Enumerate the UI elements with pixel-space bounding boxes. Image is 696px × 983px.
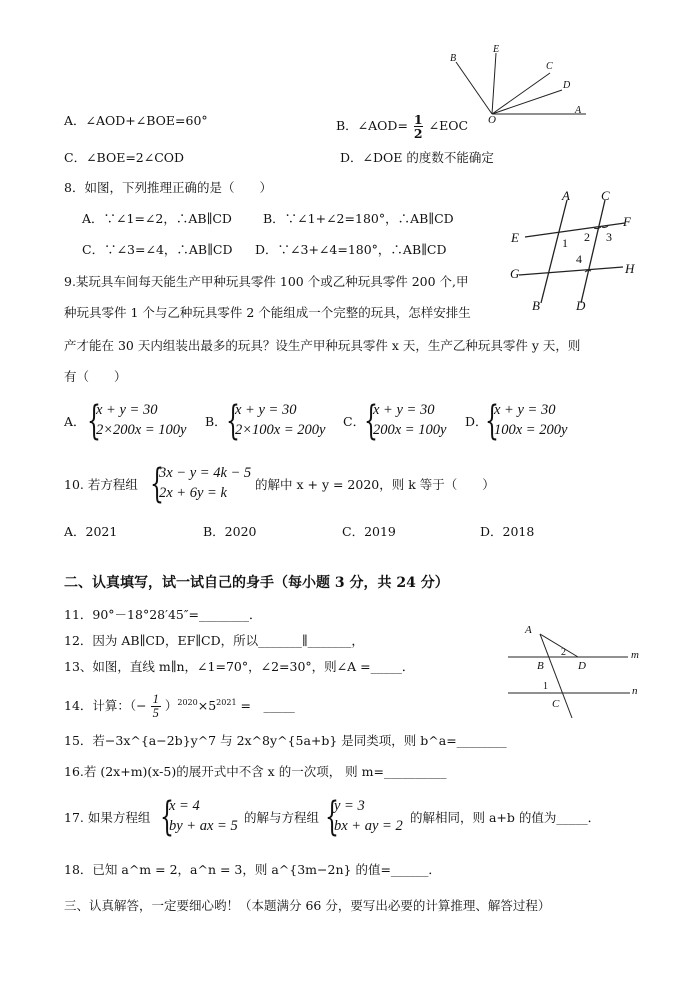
fig8-label-2: 2 <box>584 230 590 244</box>
q17-mid: 的解与方程组 <box>244 810 320 825</box>
fig13-label-m: m <box>631 649 639 661</box>
parallel-lines-figure <box>505 185 645 315</box>
ray-oe <box>492 53 496 114</box>
ray-oc <box>492 73 550 114</box>
q12: 12．因为 AB∥CD，EF∥CD，所以_______∥_______， <box>64 633 364 648</box>
ray-ob <box>456 62 492 114</box>
q8-option-d[interactable]: D．∵∠3+∠4=180°，∴AB∥CD <box>255 242 447 257</box>
q9-option-a-eq1: x + y = 30 <box>96 402 158 418</box>
q10-option-c[interactable]: C．2019 <box>342 524 396 539</box>
q13: 13、如图，直线 m∥n，∠1=70°，∠2=30°，则∠A =_____． <box>64 659 415 674</box>
q9-option-c-eq2: 200x = 100y <box>373 422 447 438</box>
fig8-label-h: H <box>625 261 635 276</box>
fig8-label-4: 4 <box>576 252 582 266</box>
q14-tail: = _____ <box>236 698 295 713</box>
fig8-label-b: B <box>532 298 540 313</box>
fig8-label-f: F <box>623 214 631 229</box>
segment-ad <box>540 634 578 657</box>
q10-option-d[interactable]: D．2018 <box>480 524 535 539</box>
q14-times: ×5 <box>197 698 217 713</box>
fig13-label-n: n <box>632 685 638 697</box>
fig13-label-d: D <box>578 660 586 672</box>
q17-system-1 <box>169 796 238 836</box>
line-gh <box>519 267 623 275</box>
q9-option-a-label: A． <box>64 414 86 429</box>
fig7-label-b: B <box>450 53 457 64</box>
q10-system <box>159 463 251 503</box>
fig8-label-e: E <box>511 230 519 245</box>
q9-option-a-eq2: 2×200x = 100y <box>96 422 187 438</box>
q14-exponent-1: 2020 <box>177 697 198 707</box>
q9-line-2: 种玩具零件 1 个与乙种玩具零件 2 个能组成一个完整的玩具，怎样安排生 <box>64 305 471 320</box>
q8-option-b[interactable]: B．∵∠1+∠2=180°，∴AB∥CD <box>263 211 454 226</box>
fig8-label-a: A <box>562 188 570 203</box>
q9-option-d-label: D． <box>465 414 488 429</box>
q9-option-a-system <box>96 400 186 440</box>
q9-option-c-system <box>373 400 446 440</box>
q13-figure <box>500 620 650 720</box>
fig7-label-d: D <box>563 80 571 91</box>
q17-system-2 <box>334 796 403 836</box>
q9-option-b-eq1: x + y = 30 <box>235 402 297 418</box>
q16: 16.若 (2x+m)(x-5)的展开式中不含 x 的一次项， 则 m=__________ <box>64 764 447 779</box>
fig7-label-o: O <box>488 114 496 126</box>
q10-pre: 10. 若方程组 <box>64 477 138 492</box>
q9-option-b-eq2: 2×100x = 200y <box>235 422 326 438</box>
q17-brace-1: { <box>160 794 174 840</box>
section-2-heading: 二、认真填写，试一试自己的身手（每小题 3 分，共 24 分） <box>64 575 449 591</box>
q7-option-b[interactable] <box>336 113 468 140</box>
q7-fraction-num: 1 <box>413 112 423 127</box>
line-cd <box>581 200 605 303</box>
fig8-label-g: G <box>510 266 520 281</box>
q17-pre: 17. 如果方程组 <box>64 810 151 825</box>
q9-option-d-eq2: 100x = 200y <box>494 422 568 438</box>
q8-option-c[interactable]: C．∵∠3=∠4，∴AB∥CD <box>82 242 233 257</box>
q14-fraction <box>151 693 161 720</box>
fig13-label-b: B <box>537 660 544 672</box>
q9-option-d-system <box>494 400 567 440</box>
q18: 18．已知 a^m = 2，a^n = 3，则 a^{3m−2n} 的值=______． <box>64 862 441 877</box>
fig13-label-2: 2 <box>561 647 566 658</box>
fig7-label-a: A <box>575 105 582 116</box>
q14-post: ） <box>164 698 178 713</box>
q9-option-a-brace: { <box>87 398 101 444</box>
fig8-label-c: C <box>601 188 610 203</box>
fig7-label-e: E <box>493 44 500 55</box>
q7-fraction <box>414 113 423 140</box>
fig8-label-d: D <box>576 298 586 313</box>
fig13-label-a: A <box>525 624 532 636</box>
q9-option-c-brace: { <box>364 398 378 444</box>
q10-option-b[interactable]: B．2020 <box>203 524 257 539</box>
q9-option-d-eq1: x + y = 30 <box>494 402 556 418</box>
q9-option-b-brace: { <box>226 398 240 444</box>
q7-option-c[interactable]: C．∠BOE=2∠COD <box>64 150 185 165</box>
q7-option-b-post: ∠EOC <box>428 118 469 133</box>
q9-option-c-eq1: x + y = 30 <box>373 402 435 418</box>
q10-eq2: 2x + 6y = k <box>159 485 227 501</box>
q15: 15．若−3x^{a−2b}y^7 与 2x^8y^{5a+b} 是同类项，则 b^a=________ <box>64 733 507 748</box>
q7-fraction-den: 2 <box>413 126 423 141</box>
q14 <box>64 693 295 720</box>
q9-line-3: 产才能在 30 天内组装出最多的玩具？设生产甲种玩具零件 x 天，生产乙种玩具零件 y 天，则 <box>64 338 581 353</box>
q17-system-2-eq2: bx + ay = 2 <box>334 818 403 834</box>
fig7-label-c: C <box>546 61 553 72</box>
q7-option-a[interactable]: A．∠AOD+∠BOE=60° <box>64 113 208 128</box>
q7-option-d[interactable]: D．∠DOE 的度数不能确定 <box>340 150 494 165</box>
q8-stem: 8．如图，下列推理正确的是（ ） <box>64 180 272 195</box>
q9-line-4: 有（ ） <box>64 369 127 384</box>
q14-fraction-num: 1 <box>152 692 159 706</box>
q9-line-1: 9.某玩具车间每天能生产甲种玩具零件 100 个或乙种玩具零件 200 个,甲 <box>64 274 469 289</box>
q10-eq1: 3x − y = 4k − 5 <box>159 465 252 481</box>
line-ab <box>541 200 567 303</box>
q17-system-2-eq1: y = 3 <box>334 798 365 814</box>
q17-post: 的解相同，则 a+b 的值为_____． <box>410 810 601 825</box>
q9-option-b-label: B． <box>205 414 227 429</box>
q14-exponent-2: 2021 <box>216 697 237 707</box>
q17-system-1-eq1: x = 4 <box>169 798 200 814</box>
q9-option-d-brace: { <box>485 398 499 444</box>
q14-fraction-den: 5 <box>152 706 159 720</box>
q11: 11．90°－18°28′45″=________． <box>64 607 262 622</box>
q7-option-b-pre: B．∠AOD= <box>336 118 408 133</box>
fig13-label-1: 1 <box>543 681 548 692</box>
ray-od <box>492 90 562 114</box>
q9-option-b-system <box>235 400 325 440</box>
q17-brace-2: { <box>325 794 339 840</box>
q9-option-c-label: C． <box>343 414 366 429</box>
q17-system-1-eq2: by + ax = 5 <box>169 818 238 834</box>
q10-brace: { <box>150 461 164 507</box>
section-3-heading: 三、认真解答，一定要细心哟！（本题满分 66 分，要写出必要的计算推理、解答过程） <box>64 898 551 913</box>
fig8-label-3: 3 <box>606 230 612 244</box>
q8-option-a[interactable]: A．∵∠1=∠2，∴AB∥CD <box>82 211 232 226</box>
fig8-label-1: 1 <box>562 236 568 250</box>
q10-post: 的解中 x + y = 2020，则 k 等于（ ） <box>255 477 495 492</box>
q14-pre: 14．计算：（− <box>64 698 147 713</box>
fig13-label-c: C <box>552 698 560 710</box>
q10-option-a[interactable]: A．2021 <box>64 524 118 539</box>
